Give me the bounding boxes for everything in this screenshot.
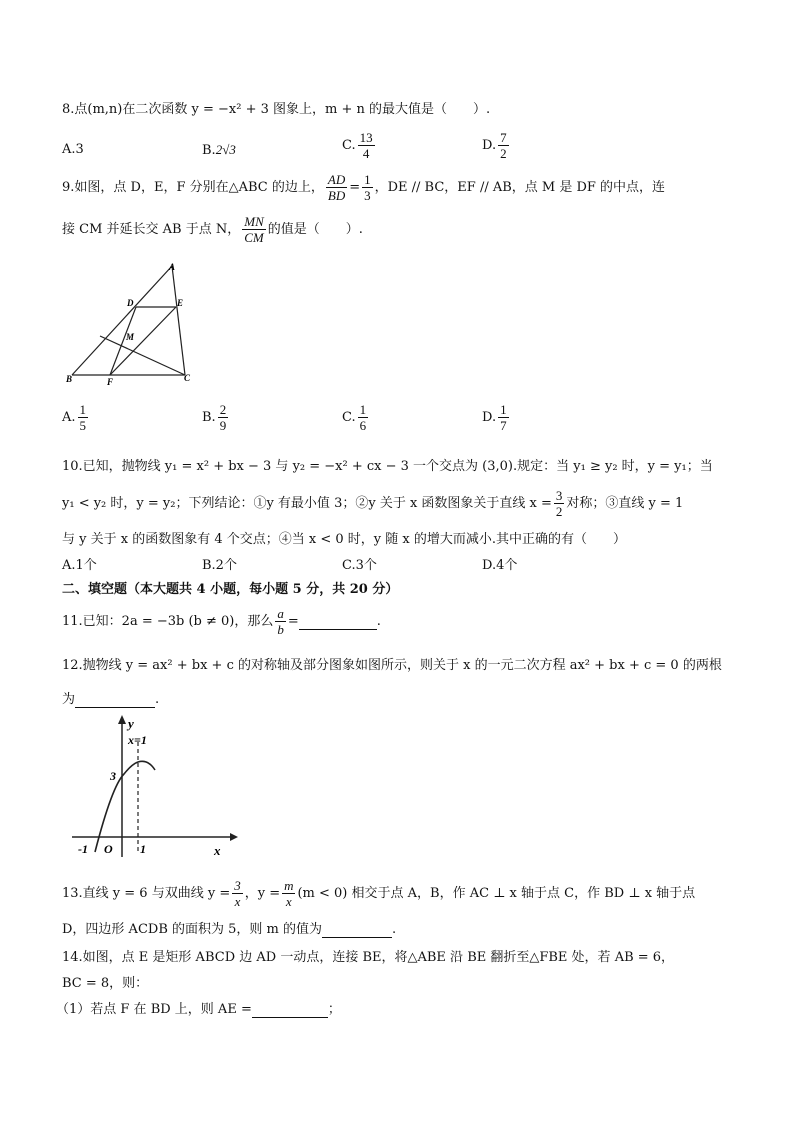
q12-line2-prefix: 为 <box>62 692 76 707</box>
q11-frac-den: b <box>277 622 284 637</box>
q10-frac-num: 3 <box>555 488 563 503</box>
q12-line2-suffix: . <box>155 692 160 707</box>
q9-ratio-den: BD <box>327 188 346 203</box>
q10-option-d: D.4个 <box>482 558 518 573</box>
q12-x-axis-arrow <box>230 833 238 841</box>
q8-option-b-value: 2√3 <box>215 142 236 157</box>
q8-option-d-prefix: D. <box>482 138 497 153</box>
q9-stem-part4: 的值是（ ）. <box>267 222 363 237</box>
q12-line2 <box>62 688 159 708</box>
q11-line <box>62 606 381 637</box>
q9-option-b <box>202 402 230 433</box>
q9-option-b-den: 9 <box>219 418 227 433</box>
q13-answer-blank[interactable] <box>322 922 392 938</box>
q8-option-c-den: 4 <box>362 146 370 161</box>
q8-options <box>62 130 742 164</box>
q8-option-d-num: 7 <box>500 130 507 145</box>
q9-option-c-den: 6 <box>359 418 367 433</box>
q8-option-d <box>482 130 511 161</box>
q9-option-d-den: 7 <box>500 418 507 433</box>
q9-option-c <box>342 402 370 433</box>
q9-label-d: D <box>127 298 134 308</box>
q9-line-ac <box>172 266 185 375</box>
q9-stem-line2 <box>62 214 363 245</box>
q9-ratio-num: AD <box>327 172 346 187</box>
q8-option-b <box>202 142 236 158</box>
q9-line-ab <box>72 266 172 375</box>
q11-part2: = <box>287 614 299 629</box>
q9-ask-num: MN <box>244 214 264 229</box>
q11-answer-blank[interactable] <box>299 614 377 630</box>
q12-line1: 12.抛物线 y = ax² + bx + c 的对称轴及部分图象如图所示，则关于 x 的一元二次方程 ax² + bx + c = 0 的两根 <box>62 658 722 673</box>
q11-frac-num: a <box>277 606 284 621</box>
q8-stem: 8.点(m,n)在二次函数 y = −x² + 3 图象上，m + n 的最大值是（ ）. <box>62 102 491 117</box>
q11-part1: 11.已知：2a = −3b (b ≠ 0)，那么 <box>62 614 274 629</box>
q10-line3: 与 y 关于 x 的函数图象有 4 个交点；④当 x < 0 时，y 随 x 的增大而减小.其中正确的有（ ） <box>62 532 626 547</box>
q9-option-c-prefix: C. <box>342 410 356 425</box>
q12-label-origin: O <box>104 842 113 856</box>
q9-option-b-num: 2 <box>219 402 227 417</box>
q14-line3-prefix: （1）若点 F 在 BD 上，则 AE = <box>56 1002 252 1017</box>
q8-option-c-num: 13 <box>359 130 373 145</box>
q13-part1: 13.直线 y = 6 与双曲线 y = <box>62 886 231 901</box>
q9-label-c: C <box>184 373 191 383</box>
q14-answer-blank[interactable] <box>252 1002 328 1018</box>
q13-line2-suffix: . <box>392 922 397 937</box>
q9-label-f: F <box>107 377 114 387</box>
q13-line2-prefix: D，四边形 ACDB 的面积为 5，则 m 的值为 <box>62 922 322 937</box>
q8-option-c-prefix: C. <box>342 138 356 153</box>
q9-label-a: A <box>169 262 176 272</box>
q10-options <box>62 554 742 580</box>
q10-line1: 10.已知，抛物线 y₁ = x² + bx − 3 与 y₂ = −x² + cx − 3 一个交点为 (3,0).规定：当 y₁ ≥ y₂ 时，y = y₁；当 <box>62 459 713 474</box>
q8-option-d-den: 2 <box>500 146 507 161</box>
q12-label-neg-one: -1 <box>78 842 88 856</box>
q11-part3: . <box>376 614 381 629</box>
q8-option-c <box>342 130 377 161</box>
q13-f1-den: x <box>234 894 241 909</box>
q9-ratio-val-num: 1 <box>364 172 371 187</box>
q13-f2-num: m <box>284 878 294 893</box>
q8-option-a: A.3 <box>62 142 84 157</box>
q9-label-m: M <box>126 332 135 342</box>
q12-label-one: 1 <box>140 842 146 856</box>
q14-line3 <box>56 998 341 1018</box>
q9-option-a <box>62 402 90 433</box>
q12-label-x: x <box>214 843 221 858</box>
q14-line1: 14.如图，点 E 是矩形 ABCD 边 AD 一动点，连接 BE，将△ABE 沿 BE 翻折至△FBE 处，若 AB = 6， <box>62 950 675 965</box>
q8-option-b-prefix: B. <box>202 143 216 158</box>
q10-line2-part1: y₁ < y₂ 时，y = y₂；下列结论：①y 有最小值 3；②y 关于 x 函数图象关于直线 x = <box>62 496 552 511</box>
q9-ratio-val-den: 3 <box>364 188 371 203</box>
q12-graph <box>62 712 242 862</box>
q10-option-b: B.2个 <box>202 558 237 573</box>
q9-line-ef <box>110 307 176 375</box>
q14-line3-suffix: ； <box>327 1002 341 1017</box>
q9-option-b-prefix: B. <box>202 410 216 425</box>
q9-figure <box>62 258 202 388</box>
q13-part3: (m < 0) 相交于点 A，B，作 AC ⊥ x 轴于点 C，作 BD ⊥ x 轴于点 <box>297 886 696 901</box>
section-2-title: 二、填空题（本大题共 4 小题，每小题 5 分，共 20 分） <box>62 582 399 597</box>
q12-label-axis: x=1 <box>128 733 147 747</box>
q9-stem-line1 <box>62 172 665 203</box>
q10-frac-den: 2 <box>555 504 563 519</box>
q14-line2: BC = 8，则： <box>62 976 149 991</box>
q10-line2 <box>62 488 683 519</box>
q9-option-c-num: 1 <box>359 402 367 417</box>
q12-label-three: 3 <box>110 769 116 783</box>
q10-option-c: C.3个 <box>342 558 377 573</box>
q9-eq: = <box>349 180 361 195</box>
q13-line2 <box>62 918 396 938</box>
q9-options <box>62 402 742 433</box>
q12-y-axis-arrow <box>118 715 126 724</box>
q9-option-d-num: 1 <box>500 402 507 417</box>
q12-parabola <box>95 761 155 852</box>
q9-ask-den: CM <box>244 230 264 245</box>
q13-line1 <box>62 878 695 909</box>
q9-option-d-prefix: D. <box>482 410 497 425</box>
q9-label-b: B <box>66 374 73 384</box>
q10-option-a: A.1个 <box>62 558 97 573</box>
q12-label-y: y <box>128 716 134 731</box>
q9-stem-part3: 接 CM 并延长交 AB 于点 N， <box>62 222 241 237</box>
q9-stem-part2: ，DE // BC，EF // AB，点 M 是 DF 的中点，连 <box>374 180 666 195</box>
q13-f2-den: x <box>285 894 292 909</box>
q9-option-a-num: 1 <box>79 402 87 417</box>
q9-label-e: E <box>177 298 184 308</box>
q10-line2-part2: 对称；③直线 y = 1 <box>566 496 684 511</box>
q9-option-a-prefix: A. <box>62 410 76 425</box>
q12-answer-blank[interactable] <box>75 692 155 708</box>
q9-option-d <box>482 402 511 433</box>
q13-f1-num: 3 <box>234 878 241 893</box>
q9-option-a-den: 5 <box>79 418 87 433</box>
q9-stem-part1: 9.如图，点 D，E，F 分别在△ABC 的边上， <box>62 180 324 195</box>
q13-part2: ，y = <box>244 886 281 901</box>
